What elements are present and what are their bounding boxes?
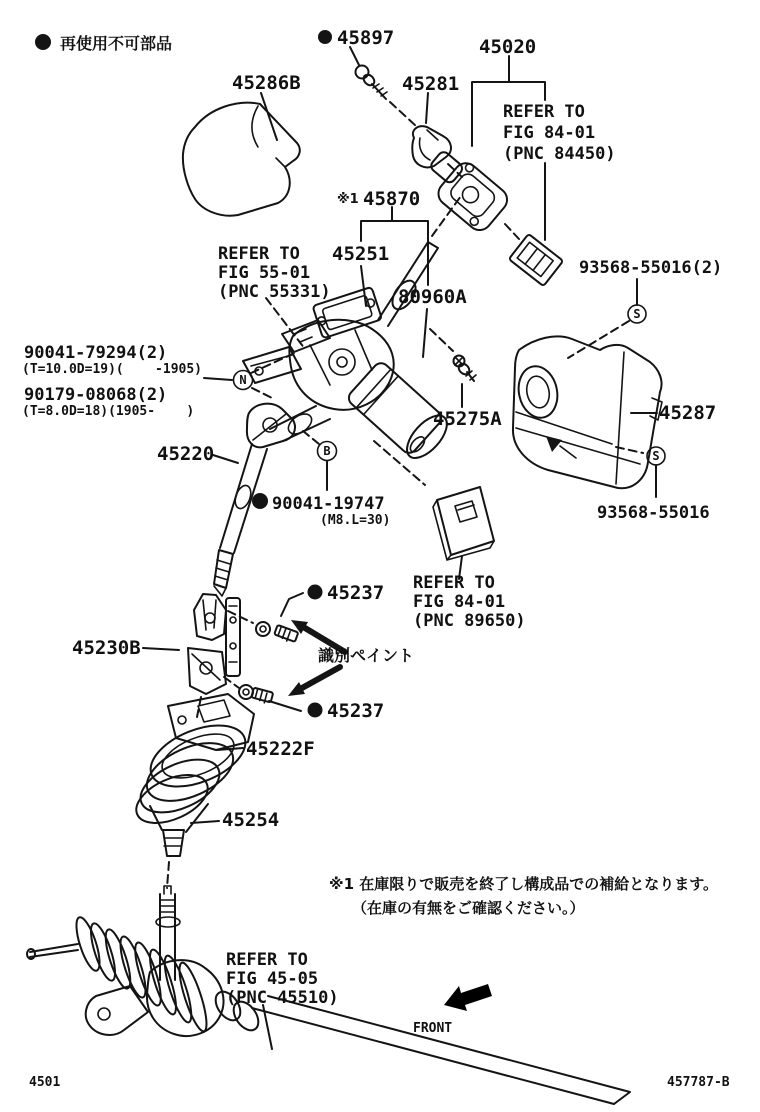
part-label-90041-79294: 90041-79294(2): [24, 343, 168, 363]
part-45237-upper-bolt-drawing: [256, 622, 298, 644]
fitting-note-old: (T=10.0D=19)( -1905): [22, 362, 203, 377]
part-45897-bolt-drawing: [356, 66, 388, 100]
part-label-45254: 45254: [222, 809, 280, 831]
spiral-cable-assembly-drawing: [429, 150, 563, 286]
part-label-45275a: 45275A: [433, 408, 502, 430]
refer-fig8401-top-line1: REFER TO: [503, 102, 585, 122]
legend-bullet: [35, 34, 51, 50]
bullet-45237-bottom: [308, 703, 323, 718]
figure-number: 4501: [29, 1075, 61, 1090]
refer-fig8401-top-line2: FIG 84-01: [503, 123, 596, 143]
paint-note-label: 識別ペイント: [318, 646, 415, 665]
part-45286b-cover-drawing: [183, 103, 300, 216]
part-label-93568-55016: 93568-55016: [597, 503, 710, 523]
refer-fig5501-line2: FIG 55-01: [218, 263, 311, 283]
part-label-45230b: 45230B: [72, 637, 141, 659]
part-label-45020: 45020: [479, 36, 537, 58]
refer-fig4505-line3: (PNC 45510): [226, 988, 339, 1008]
part-label-80960a: 80960A: [398, 286, 467, 308]
part-label-45220: 45220: [157, 443, 215, 465]
symbol-n-circle: [234, 371, 253, 390]
bullet-45237-top: [308, 585, 323, 600]
footnote-line1: ※1 在庫限りで販売を終了し構成品での補給となります。: [329, 875, 719, 893]
bullet-90041-19747: [252, 493, 268, 509]
symbol-b-circle: [318, 442, 337, 461]
legend-nonreusable-label: 再使用不可部品: [60, 34, 173, 53]
part-45281-clamp-drawing: [412, 126, 451, 167]
front-arrow: [444, 984, 492, 1011]
ecu-box-drawing: [433, 487, 494, 560]
part-45230b-joint-drawing: [188, 594, 240, 694]
symbol-s-circle-top: [628, 305, 646, 323]
part-45275a-bolt-drawing: [454, 356, 477, 382]
connector-drawing: [509, 234, 563, 286]
symbol-b-letter: B: [323, 444, 331, 458]
part-label-45237-top: 45237: [327, 582, 385, 604]
part-label-45237-bottom: 45237: [327, 700, 385, 722]
bullet-45897: [318, 30, 332, 44]
part-label-45281: 45281: [402, 73, 460, 95]
fitting-note-19747: (M8.L=30): [320, 513, 391, 528]
refer-fig8401-top-line3: (PNC 84450): [503, 144, 616, 164]
part-label-45897: 45897: [337, 27, 395, 49]
footnote-line2: （在庫の有無をご確認ください。）: [352, 899, 585, 917]
column-assembly-drawing: [243, 287, 394, 441]
part-label-45870: 45870: [363, 188, 421, 210]
assembly-dashed-lines: [167, 102, 643, 888]
refer-fig5501-line1: REFER TO: [218, 244, 300, 264]
part-label-90041-19747: 90041-19747: [272, 494, 385, 514]
front-label: FRONT: [413, 1021, 453, 1036]
symbol-n-letter: N: [239, 373, 247, 387]
note-prefix-45870: ※1: [337, 192, 359, 207]
part-label-90179-08068: 90179-08068(2): [24, 385, 168, 405]
symbol-s-letter-top: S: [633, 307, 641, 321]
refer-fig8401-bottom-line1: REFER TO: [413, 573, 495, 593]
refer-fig4505-line2: FIG 45-05: [226, 969, 319, 989]
refer-fig8401-bottom-line2: FIG 84-01: [413, 592, 506, 612]
part-label-45251: 45251: [332, 243, 390, 265]
refer-fig4505-line1: REFER TO: [226, 950, 308, 970]
drawing-number: 457787-B: [667, 1075, 730, 1090]
part-45237-lower-bolt-drawing: [239, 685, 273, 704]
refer-fig8401-bottom-line3: (PNC 89650): [413, 611, 526, 631]
part-label-45286b: 45286B: [232, 72, 301, 94]
part-label-45222f: 45222F: [246, 738, 315, 760]
part-label-45287: 45287: [659, 402, 717, 424]
part-label-93568-55016-2: 93568-55016(2): [579, 258, 723, 278]
refer-fig5501-line3: (PNC 55331): [218, 282, 331, 302]
symbol-s-letter-bottom: S: [652, 449, 660, 463]
fitting-note-new: (T=8.0D=18)(1905- ): [22, 404, 195, 419]
